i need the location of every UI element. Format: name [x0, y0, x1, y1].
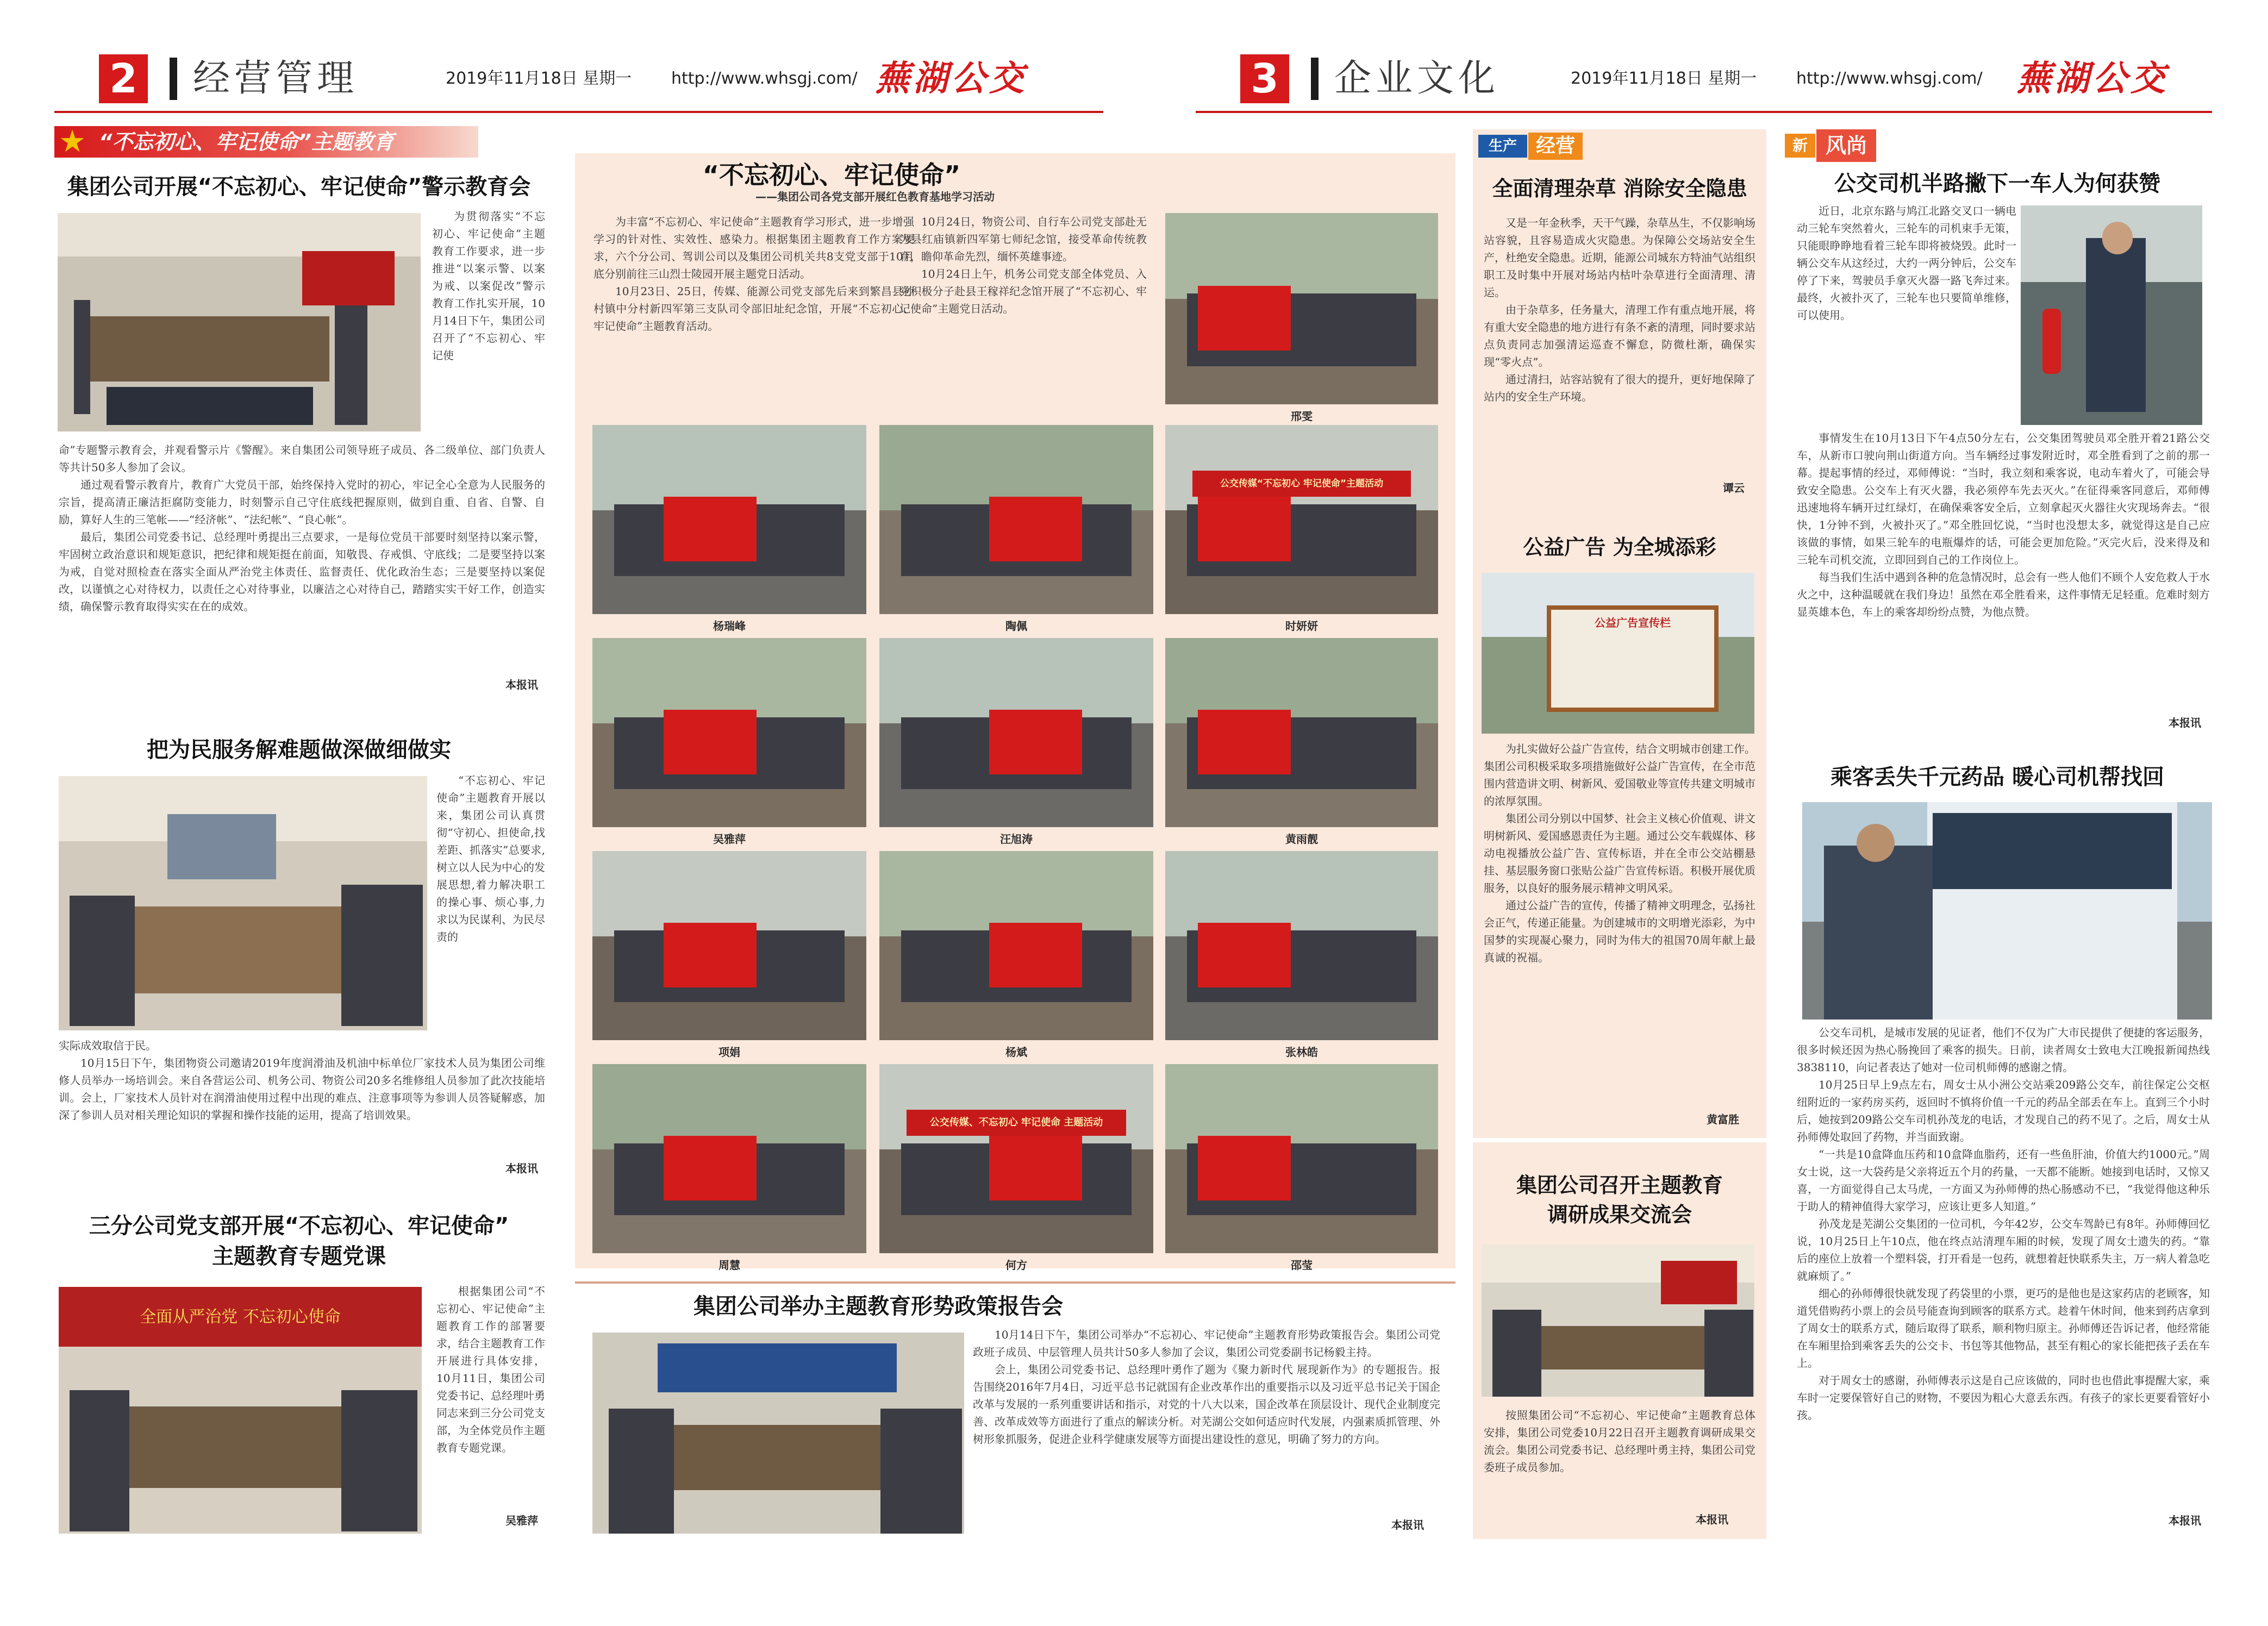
- photo-caption: 杨斌: [1005, 1046, 1027, 1059]
- group-photo: [592, 1064, 866, 1253]
- report-meeting-photo: [592, 1333, 964, 1534]
- photo-caption: 吴雅萍: [713, 833, 746, 846]
- article-title: 主题教育专题党课: [212, 1244, 386, 1269]
- website-url[interactable]: http://www.whsgj.com/: [671, 69, 858, 88]
- feature-text-b: 10月24日，物资公司、自行车公司党支部赴无为县红庙镇新四军第七师纪念馆，接受革命传统教育，瞻仰革命先烈，缅怀英雄事迹。 10月24日上午，机务公司党支部全体党员、入党积极分子赴县王稼祥纪念馆开展了“不忘初心、牢记使命”主题党日活动。: [899, 215, 1147, 315]
- article-text: 事情发生在10月13日下午4点50分左右，公交集团驾驶员邓全胜开着21路公交车，从新市口驶向荆山街道方向。当车辆经过事发附近时，邓全胜看到了之前的那一幕。提起事情的经过，邓师傅说：“当时，我立刻和乘客说，电动车着火了，可能会导致安全隐患。公交车上有灭火器，我必须停车先去灭火。”在征得乘客同意后，邓师傅迅速地将车辆开过红绿灯，在确保乘客安全后，立刻拿起灭火器往火灾现场奔去。“很快，1分钟不到，火被扑灭了。”邓全胜回忆说，“当时也没想太多，就觉得这是自己应该做的事情，如果三轮车的电瓶爆炸的话，可能会更加危险。”灭完火后，没来得及和三轮车司机交流，立即回到自己的工作岗位上。 每当我们生活中遇到各种的危急情况时，总会有一些人他们不顾个人安危救人于水火之中，这种温暖就在我们身边！虽然在邓全胜看来，这件事情无足轻重。危难时刻方显英雄本色，车上的乘客却纷纷点赞，为他点赞。: [1797, 431, 2210, 618]
- party-flag: [1198, 710, 1291, 774]
- article-title: 全面清理杂草 消除安全隐患: [1492, 177, 1747, 201]
- article-text-side: 近日，北京东路与鸠江北路交叉口一辆电动三轮车突然着火，三轮车的司机束手无策，只能眼睁睁地看着三轮车即将被烧毁。此时一辆公交车从这经过，大约一两分钟后，公交车停了下来，驾驶员手拿灭火器一路飞奔过来。最终，火被扑灭了，三轮车也只要简单维修，可以使用。: [1797, 204, 2016, 322]
- article-title: 三分公司党支部开展“不忘初心、牢记使命”: [89, 1214, 509, 1239]
- star-icon: ★: [59, 124, 86, 159]
- article-title: 乘客丢失千元药品 暖心司机帮找回: [1830, 765, 2164, 790]
- article-text: 实际成效取信于民。 10月15日下午，集团物资公司邀请2019年度润滑油及机油中标单位厂家技术人员为集团公司维修人员举办一场培训会。来自各营运公司、机务公司、物资公司20多名维修组人员参加了此次技能培训。会上，厂家技术人员针对在润滑油使用过程中出现的难点、注意事项等为参训人员答疑解惑，加深了参训人员对相关理论知识的掌握和操作技能的运用，提高了培训效果。: [59, 1039, 545, 1122]
- byline: 谭云: [1723, 481, 1745, 495]
- photo-caption: 汪旭涛: [1000, 833, 1033, 846]
- party-flag: [1198, 923, 1291, 987]
- page-number: 2: [99, 54, 148, 103]
- article-text-side: “不忘初心、牢记使命”主题教育开展以来，集团公司认真贯彻“守初心、担使命,找差距、抓落实”总要求,树立以人民为中心的发展思想,着力解决职工的操心事、烦心事,力求以为民谋利、为民尽责的: [436, 774, 545, 943]
- group-photo: [879, 1064, 1153, 1253]
- party-flag: [1198, 497, 1291, 561]
- theme-banner-text: “不忘初心、牢记使命”主题教育: [99, 130, 394, 154]
- group-photo: [1165, 1064, 1438, 1253]
- party-flag: [989, 497, 1082, 561]
- party-flag: [1198, 1136, 1291, 1200]
- article-title: 集团公司举办主题教育形势政策报告会: [693, 1294, 1063, 1319]
- article-text: 10月14日下午，集团公司举办“不忘初心、牢记使命”主题教育形势政策报告会。集团公司党政班子成员、中层管理人员共计50多人参加了会议，集团公司党委副书记杨毅主持。 会上，集团公司党委书记、总经理叶勇作了题为《聚力新时代 展现新作为》的专题报告。报告围绕2016年7月4日，习近平总书记就国有企业改革作出的重要指示以及习近平总书记关于国企改革与发展的一系列重要讲话和指示，对党的十八大以来，国企改革在顶层设计、现代企业制度完善、改革成效等方面进行了重点的解读分析。对芜湖公交如何适应时代发展，内强素质抓管理、外树形象抓服务，促进企业科学健康发展等方面提出建设性的意见，明确了努力的方向。: [973, 1328, 1440, 1446]
- byline: 本报讯: [2169, 1514, 2201, 1527]
- feature-text-a: 为丰富“不忘初心、牢记使命”主题教育学习形式，进一步增强学习的针对性、实效性、感染力。根据集团主题教育工作方案要求，六个分公司、驾训公司以及集团公司机关共8支党支部于10月底分别前往三山烈士陵园开展主题党日活动。 10月23日、25日，传媒、能源公司党支部先后来到繁昌县孙村镇中分村新四军第三支队司令部旧址纪念馆，开展“不忘初心、牢记使命”主题教育活动。: [593, 215, 914, 333]
- group-photo: [1165, 638, 1438, 827]
- party-flag: [989, 710, 1082, 774]
- byline: 吴雅萍: [505, 1514, 538, 1527]
- article-title: 公交司机半路撇下一车人为何获赞: [1834, 171, 2160, 196]
- article-text: 按照集团公司“不忘初心、牢记使命”主题教育总体安排，集团公司党委10月22日召开主题教育调研成果交流会。集团公司党委书记、总经理叶勇主持，集团公司党委班子成员参加。: [1484, 1409, 1755, 1474]
- byline: 本报讯: [1391, 1518, 1424, 1531]
- issue-date: 2019年11月18日 星期一: [1571, 69, 1757, 88]
- article-text: 又是一年金秋季，天干气躁，杂草丛生，不仅影响场站容貌，且容易造成火灾隐患。为保障公交场站安全生产，杜绝安全隐患。近期，能源公司城东方特油气站组织职工及时集中开展对场站内枯叶杂草进行全面清理、清运。 由于杂草多，任务量大，清理工作有重点地开展，将有重大安全隐患的地方进行有条不紊的清理，同时要求站点负责同志加强清运巡查不懈怠，防微杜渐，确保实现“零火点”。 通过清扫，站容站貌有了很大的提升，更好地保障了站内的安全生产环境。: [1484, 216, 1755, 403]
- photo-caption: 何方: [1005, 1259, 1027, 1272]
- article-title: 集团公司开展“不忘初心、牢记使命”警示教育会: [67, 174, 531, 199]
- masthead-logo: 蕪湖公交: [875, 58, 1027, 99]
- feature-subtitle: ——集团公司各党支部开展红色教育基地学习活动: [755, 190, 995, 203]
- feature-title: “不忘初心、牢记使命”: [702, 160, 961, 190]
- header-right: [1228, 54, 2212, 104]
- driver-extinguisher-photo: [2021, 205, 2202, 425]
- section-divider: [575, 1281, 1455, 1284]
- hall-banner-text: 全面从严治党 不忘初心使命: [140, 1308, 341, 1327]
- byline: 本报讯: [505, 1162, 538, 1175]
- photo-caption: 邢雯: [1291, 410, 1313, 423]
- section-title: 经营管理: [193, 57, 359, 100]
- driver-bus-photo: [1802, 802, 2212, 1020]
- photo-caption: 时妍妍: [1285, 620, 1318, 633]
- billboard-text: 公益广告宣传栏: [1595, 616, 1671, 629]
- group-photo: [592, 638, 866, 827]
- byline: 本报讯: [505, 678, 538, 691]
- article-title: 公益广告 为全城添彩: [1523, 535, 1716, 559]
- photo-caption: 陶佩: [1005, 620, 1027, 633]
- issue-date: 2019年11月18日 星期一: [446, 69, 632, 88]
- photo-caption: 项娟: [718, 1046, 740, 1059]
- party-flag: [1198, 286, 1291, 351]
- article-text: 命”专题警示教育会，并观看警示片《警醒》。来自集团公司领导班子成员、各二级单位、部门负责人等共计50多人参加了会议。 通过观看警示教育片，教育广大党员干部，始终保持入党时的初心，牢记全心全意为人民服务的宗旨，提高清正廉洁拒腐防变能力，时刻警示自己守住底线把握原则，做到自重、自省、自警、自励，算好人生的三笔帐——“经济帐”、“法纪帐”、“良心帐”。 最后，集团公司党委书记、总经理叶勇提出三点要求，一是每位党员干部要时刻坚持以案示警，牢固树立政治意识和规矩意识，把纪律和规矩挺在前面，知敬畏、存戒惧、守底线；二是要坚持以案为戒，自觉对照检查在落实全面从严治党主体责任、监督责任、优化政治生态；三是要坚持以案促改，以谨慎之心对待权力，以责任之心对待事业，以廉洁之心对待自己，踏踏实实干好工作，创造实绩，确保警示教育取得实实在在的成效。: [59, 443, 545, 613]
- activity-banner: 公交传媒、不忘初心 牢记使命 主题活动: [907, 1110, 1126, 1136]
- party-flag: [664, 710, 757, 774]
- photo-caption: 张林皓: [1285, 1046, 1318, 1059]
- section-bar: [1311, 58, 1319, 100]
- section-bar: [170, 58, 177, 100]
- website-url[interactable]: http://www.whsgj.com/: [1796, 69, 1983, 88]
- byline: 本报讯: [2169, 716, 2201, 729]
- party-flag: [664, 923, 757, 987]
- photo-caption: 邵莹: [1291, 1259, 1313, 1272]
- masthead-logo: 蕪湖公交: [2016, 58, 2169, 99]
- header-rule-left: [54, 111, 1103, 113]
- article-text-side: 根据集团公司“不忘初心、牢记使命”主题教育工作的部署要求，结合主题教育工作开展进行具体安排，10月11日，集团公司党委书记、总经理叶勇同志来到三分公司党支部，为全体党员作主题教育专题党课。: [436, 1285, 545, 1454]
- party-flag: [989, 923, 1082, 987]
- group-photo: [879, 638, 1153, 827]
- photo-caption: 黄雨靓: [1285, 833, 1318, 846]
- theme-banner: [54, 126, 478, 158]
- section-title: 企业文化: [1334, 57, 1500, 100]
- group-photo: [1165, 425, 1438, 614]
- new-trend-tag: 新 风尚: [1785, 129, 1894, 162]
- group-photo: [879, 425, 1153, 614]
- training-photo: [59, 776, 427, 1030]
- article-text: 公交车司机，是城市发展的见证者，他们不仅为广大市民提供了便捷的客运服务，很多时候还因为热心肠挽回了乘客的损失。日前，读者周女士致电大江晚报新闻热线3838110，向记者表达了她对一位司机师傅的感谢之情。 10月25日早上9点左右，周女士从小洲公交站乘209路公交车，前往保定公交枢纽附近的一家药房买药，返回时不慎将价值一千元的药品全部丢在车上。直到三个小时后，她按到209路公交车司机孙茂龙的电话，才发现自己的药不见了。之后，周女士从孙师傅处取回了药物，并当面致谢。 “一共是10盒降血压药和10盒降血脂药，还有一些鱼肝油，价值大约1000元。”周女士说，这一大袋药是父亲将近五个月的药量，一天都不能断。她接到电话时，又惊又喜，一方面觉得自己太马虎，一方面又为孙师傅的热心肠感动不已，“我觉得他这种乐于助人的精神值得大家学习，应该让更多人知道。” 孙茂龙是芜湖公交集团的一位司机，今年42岁，公交车驾龄已有8年。孙师傅回忆说，10月25日上午10点，他在终点站清理车厢的时候，发现了周女士遗失的药。“靠后的座位上放着一个塑料袋，打开看是一包药，就想着赶快联系失主，万一病人着急吃就麻烦了。” 细心的孙师傅很快就发现了药袋里的小票，更巧的是他也是这家药店的老顾客，知道凭借购药小票上的会员号能查询到顾客的联系方式。趁着午休时间，他来到药店拿到了周女士的联系方式，随后取得了联系，顺利物归原主。孙师傅还告诉记者，他经常能在车厢里拾到乘客丢失的公交卡、书包等其他物品，甚至有粗心的家长能把孩子丢在车上。 对于周女士的感谢，孙师傅表示这是自己应该做的，同时也也借此事提醒大家，乘车时一定要保管好自己的财物，不要因为粗心大意丢东西。有孩子的家长更要看管好小孩。: [1797, 1026, 2210, 1422]
- group-photo: [1165, 213, 1438, 404]
- exchange-meeting-photo: [1482, 1244, 1754, 1397]
- byline: 黄富胜: [1707, 1113, 1739, 1126]
- meeting-photo: [58, 213, 421, 431]
- photo-caption: 周慧: [718, 1259, 740, 1272]
- page-number: 3: [1240, 54, 1289, 103]
- article-title: 集团公司召开主题教育: [1516, 1173, 1723, 1197]
- lecture-photo: [59, 1287, 422, 1534]
- photo-caption: 杨瑞峰: [713, 620, 746, 633]
- section-divider: [1473, 1138, 1766, 1142]
- party-flag: [989, 1136, 1082, 1200]
- byline: 本报讯: [1696, 1513, 1728, 1526]
- group-photo: [592, 425, 866, 614]
- article-title: 调研成果交流会: [1547, 1203, 1692, 1227]
- article-text: 为扎实做好公益广告宣传，结合文明城市创建工作。集团公司积极采取多项措施做好公益广告宣传，在全市范围内营造讲文明、树新风、爱国敬业等宣传共建文明城市的浓厚氛围。 集团公司分别以中国梦、社会主义核心价值观、讲文明树新风、爱国感恩责任为主题。通过公交车载媒体、移动电视播放公益广告、宣传标语，并在全市公交站棚悬挂、基层服务窗口张贴公益广告宣传标语。积极开展优质服务，以良好的服务展示精神文明风采。 通过公益广告的宣传，传播了精神文明理念，弘扬社会正气，传递正能量。为创建城市的文明增光添彩，为中国梦的实现凝心聚力，同时为伟大的祖国70周年献上最真诚的祝福。: [1484, 742, 1755, 964]
- production-tag: 生产 经营: [1478, 133, 1592, 160]
- party-flag: [664, 1136, 757, 1200]
- group-photo: [592, 851, 866, 1040]
- article-title: 把为民服务解难题做深做细做实: [147, 737, 451, 762]
- header-left: [87, 54, 1071, 104]
- header-rule-right: [1196, 111, 2212, 113]
- party-flag: [664, 497, 757, 561]
- article-text-side: 为贯彻落实“不忘初心、牢记使命”主题教育工作要求，进一步推进“以案示警、以案为戒、以案促改”警示教育工作扎实开展，10月14日下午，集团公司召开了“不忘初心、牢记使: [432, 210, 545, 362]
- group-photo: [1165, 851, 1438, 1040]
- activity-banner: 公交传媒“不忘初心 牢记使命”主题活动: [1192, 471, 1411, 497]
- billboard-photo: [1482, 573, 1754, 734]
- group-photo: [879, 851, 1153, 1040]
